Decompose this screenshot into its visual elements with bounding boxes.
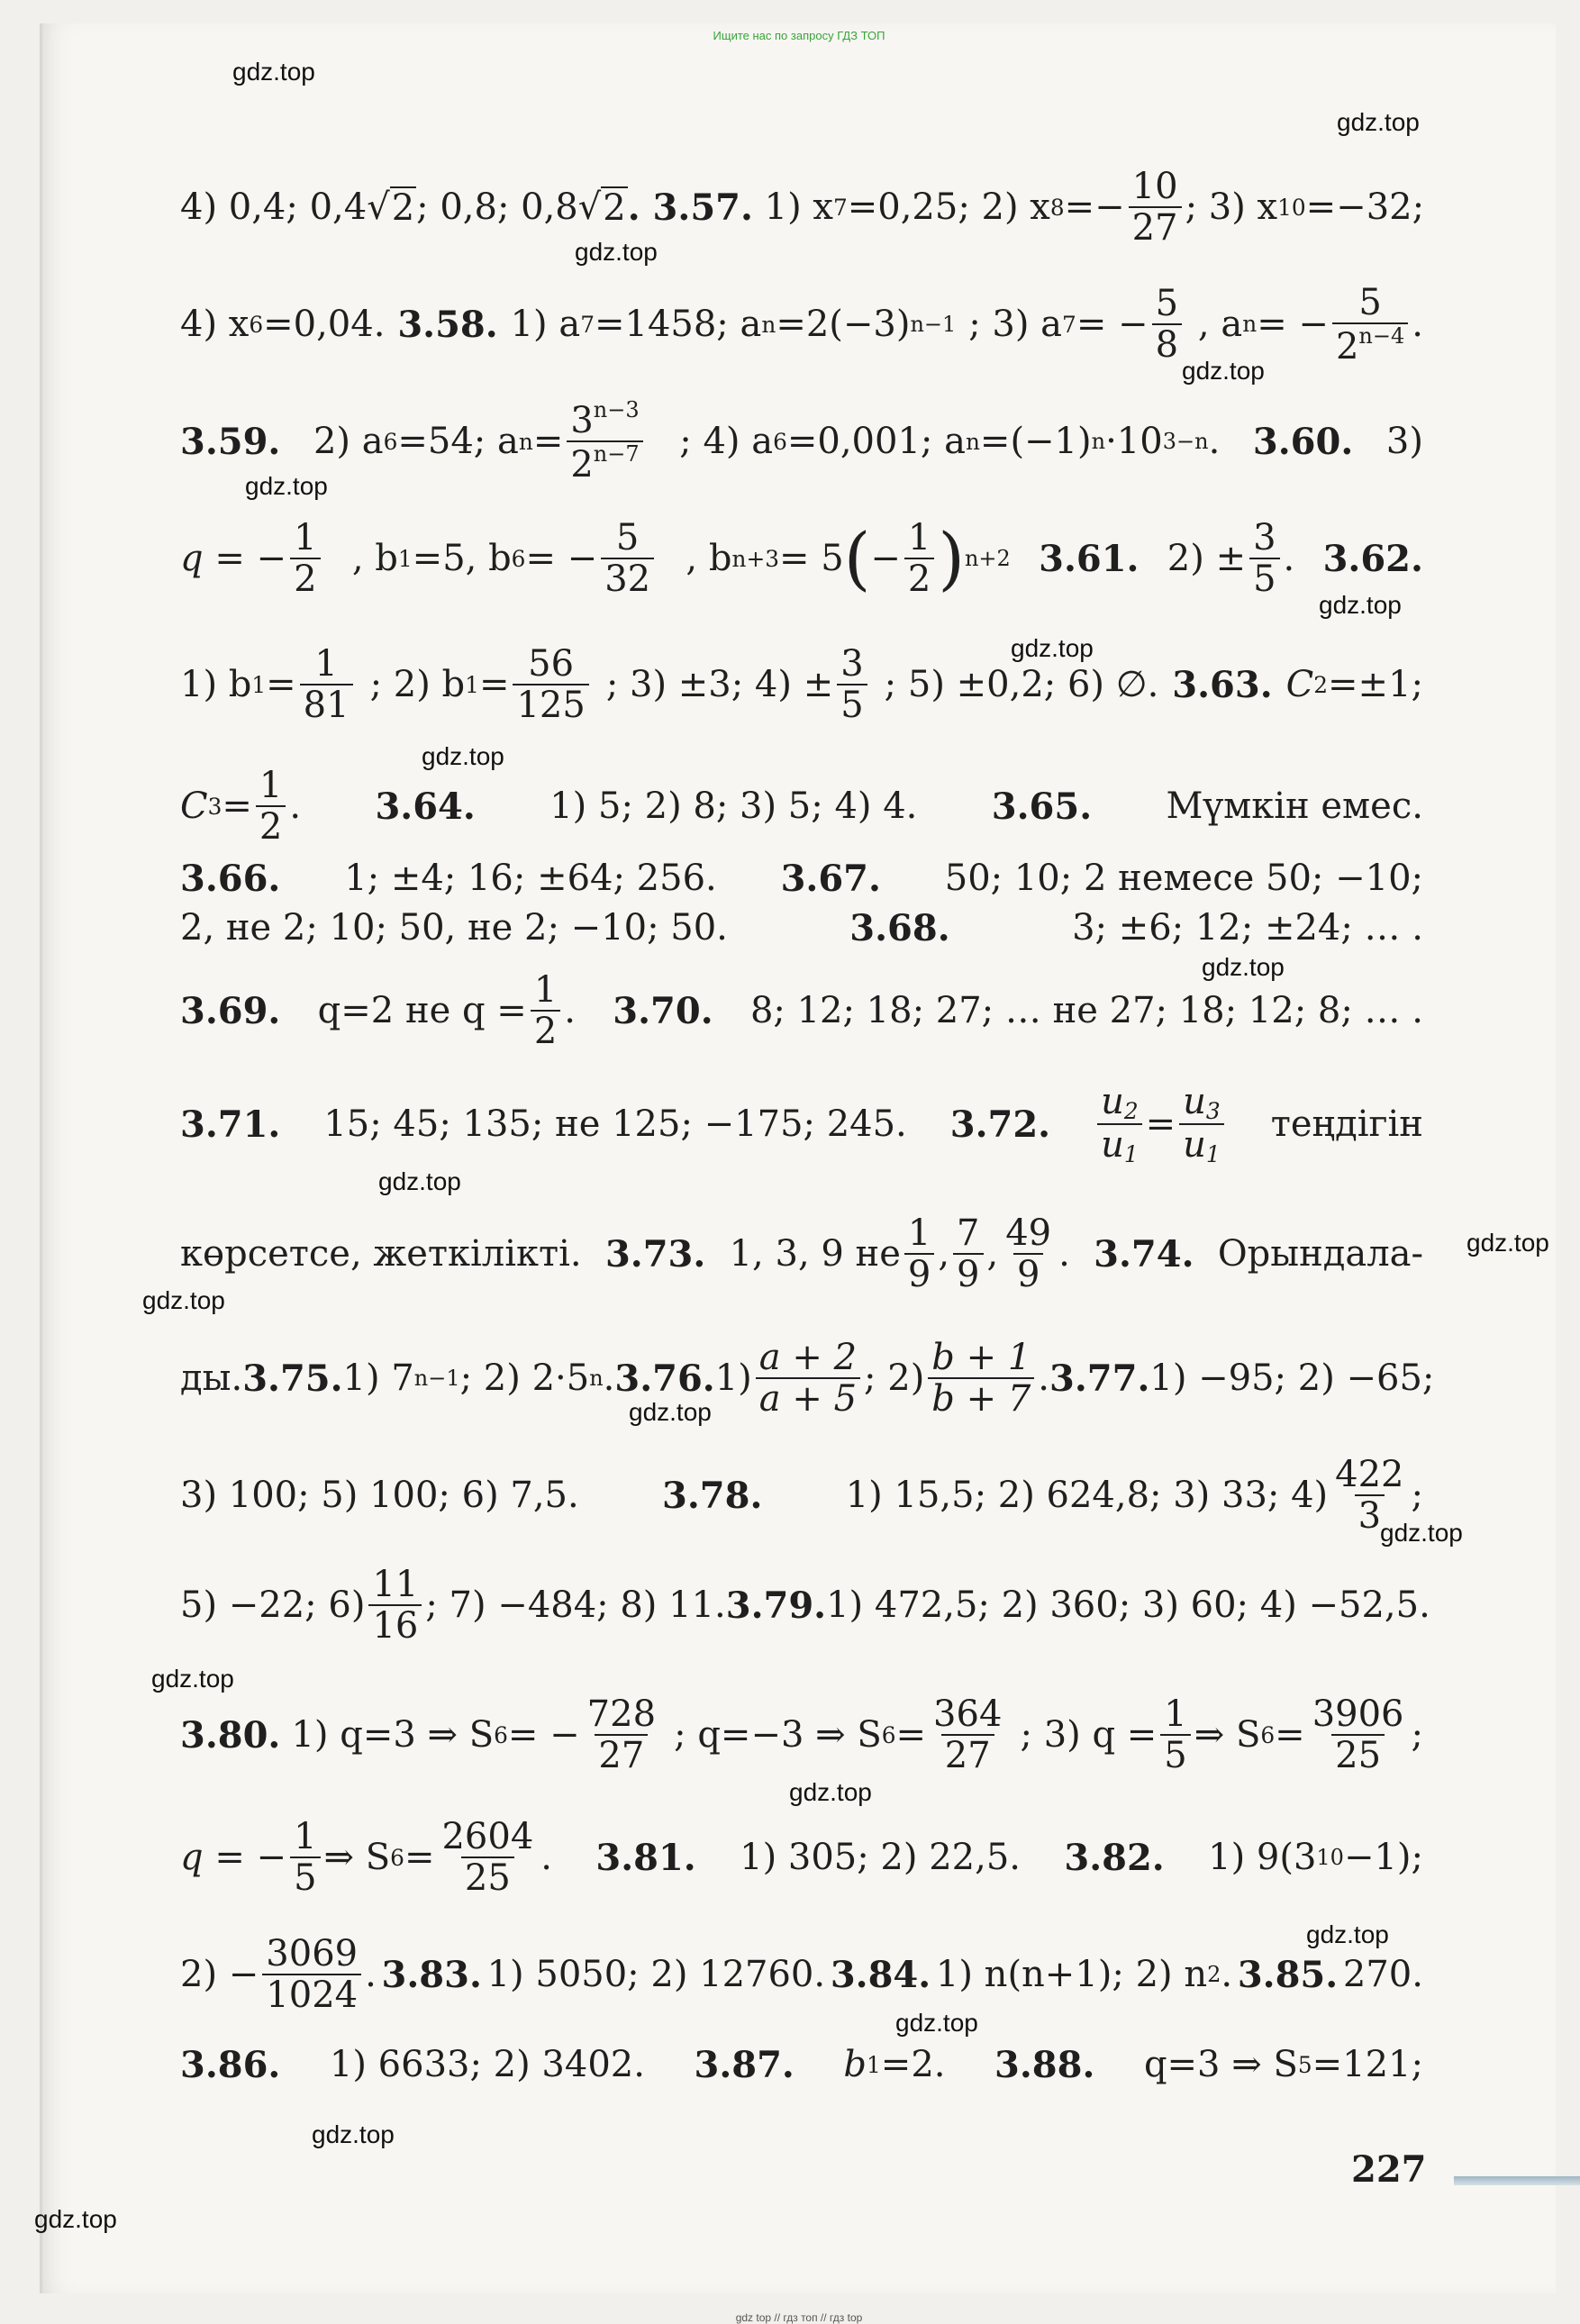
exercise-number: 3.71.	[180, 1103, 281, 1146]
exercise-number: 3.67.	[780, 857, 881, 900]
answer-line: 2) − $\frac{3069}{1024}$ . 3.83. 1) 5050; 2) 12760. 3.84. 1) n(n+1); 2) n 2 . 3.85. 270.	[180, 1933, 1423, 2016]
watermark: gdz.top	[789, 1778, 872, 1806]
fraction: $\frac{1}{81}$	[300, 644, 353, 725]
fraction: $\frac{49}{9}$	[1005, 1212, 1052, 1295]
exercise-number: 3.79.	[725, 1584, 827, 1627]
fraction: $\frac{1}{2}$	[290, 518, 320, 599]
fraction: $\frac{a + 2}{a + 5}$	[756, 1338, 860, 1419]
exercise-number: 3.68.	[849, 906, 950, 949]
fraction: $\frac{1}{2}$	[256, 766, 286, 847]
exercise-number: . 3.57.	[627, 186, 753, 229]
fraction: $\frac{u_3}{u_1}$	[1179, 1082, 1224, 1167]
watermark: gdz.top	[1011, 634, 1094, 662]
watermark: gdz.top	[312, 2120, 395, 2148]
fraction: $\frac{3}{5}$	[837, 644, 867, 725]
sqrt: √ 2	[367, 186, 415, 229]
answer-line: q = − $\frac{1}{5}$ ⇒ S 6 = $\frac{2604}{25}$ . 3.81. 1) 305; 2) 22,5. 3.82. 1) 9(3 10 −1);	[180, 1816, 1423, 1899]
watermark: gdz.top	[378, 1167, 461, 1195]
exercise-number: 3.77.	[1049, 1357, 1150, 1400]
exercise-number: 3.63.	[1172, 663, 1273, 706]
fraction: $\frac{1}{2}$	[904, 518, 934, 599]
fraction: $\frac{11}{16}$	[368, 1565, 422, 1646]
exercise-number: 3.69.	[180, 989, 281, 1032]
exercise-number: 3.87.	[694, 2043, 795, 2086]
exercise-number: 3.73.	[604, 1232, 706, 1275]
answer-line: 1) b 1 = $\frac{1}{81}$ ; 2) b 1 = $\frac{56}{125}$ ; 3) ±3; 4) ± $\frac{3}{5}$ ; 5) ±0,2; 6) ∅. 3.63. C 2 =±1;	[180, 643, 1423, 726]
exercise-number: 3.75.	[242, 1357, 343, 1400]
exercise-number: 3.66.	[180, 857, 281, 900]
exercise-number: 3.84.	[830, 1953, 931, 1996]
answer-line: 4) 0,4; 0,4 √ 2 ; 0,8; 0,8 √ 2 . 3.57. 1) x 7 =0,25; 2) x 8 =− $\frac{10}{27}$ ; 3) x 10 =−32;	[180, 166, 1425, 249]
watermark: gdz.top	[575, 238, 658, 266]
exercise-number: 3.64.	[375, 785, 476, 828]
exercise-number: 3.61.	[1039, 537, 1140, 580]
exercise-number: 3.80.	[180, 1713, 281, 1757]
exercise-number: 3.78.	[662, 1474, 763, 1517]
exercise-number: 3.72.	[949, 1103, 1051, 1146]
watermark: gdz.top	[1319, 591, 1402, 619]
watermark: gdz.top	[422, 742, 504, 770]
answer-line: C 3 = $\frac{1}{2}$ . 3.64. 1) 5; 2) 8; 3) 5; 4) 4. 3.65. Мүмкін емес.	[180, 765, 1423, 848]
fraction: $\frac{5}{2^{n-4}}$	[1332, 283, 1408, 367]
exercise-number: 3.85.	[1237, 1953, 1339, 1996]
watermark: gdz.top	[629, 1398, 712, 1426]
answer-line: көрсетсе, жеткілікті. 3.73. 1, 3, 9 не $\frac{1}{9}$ , $\frac{7}{9}$ , $\frac{49}{9}$ . 3.74. Орындала-	[180, 1212, 1423, 1295]
answer-line: 5) −22; 6) $\frac{11}{16}$ ; 7) −484; 8) 11. 3.79. 1) 472,5; 2) 360; 3) 60; 4) −52,5.	[180, 1564, 1430, 1647]
exercise-number: 3.86.	[180, 2043, 281, 2086]
answer-line: 3.59. 2) a 6 =54; a n = $\frac{3^{n-3}}{2^{n-7}}$ ; 4) a 6 =0,001; a n =(−1) n ·10 3−n . 3.60. 3)	[180, 397, 1423, 486]
watermark: gdz.top	[151, 1665, 234, 1693]
fraction: $\frac{7}{9}$	[953, 1213, 983, 1294]
exercise-number: 3.83.	[381, 1953, 482, 1996]
fraction: $\frac{1}{5}$	[290, 1817, 320, 1898]
answer-line: ды. 3.75. 1) 7 n−1 ; 2) 2·5 n . 3.76. 1) $\frac{a + 2}{a + 5}$ ; 2) $\frac{b + 1}{b + 7}$ . 3.77. 1) −95; 2) −65;	[180, 1337, 1435, 1420]
fraction: $\frac{1}{9}$	[904, 1213, 934, 1294]
watermark: gdz.top	[1306, 1920, 1389, 1948]
watermark: gdz.top	[245, 472, 328, 500]
exercise-number: 3.88.	[994, 2043, 1095, 2086]
page-number: 227	[1351, 2148, 1427, 2191]
fraction: $\frac{1}{5}$	[1160, 1694, 1190, 1775]
fraction: $\frac{1}{2}$	[531, 970, 560, 1051]
exercise-number: 3.60.	[1252, 420, 1354, 463]
answer-line: 3.71. 15; 45; 135; не 125; −175; 245. 3.72. $\frac{u_2}{u_1}$ = $\frac{u_3}{u_1}$ теңдігін	[180, 1080, 1423, 1168]
fraction: $\frac{364}{27}$	[933, 1693, 1003, 1776]
exercise-number: 3.76.	[614, 1357, 715, 1400]
fraction: $\frac{2604}{25}$	[441, 1816, 534, 1899]
watermark: gdz.top	[232, 58, 315, 86]
answer-line: 3.86. 1) 6633; 2) 3402. 3.87. b 1 =2. 3.88. q=3 ⇒ S 5 =121;	[180, 2043, 1423, 2086]
fraction: $\frac{b + 1}{b + 7}$	[928, 1338, 1034, 1419]
exercise-number: 3.59.	[180, 420, 281, 463]
watermark: gdz.top	[1380, 1519, 1463, 1547]
watermark: gdz.top	[142, 1286, 225, 1314]
exercise-number: 3.65.	[991, 785, 1093, 828]
answer-line: 2, не 2; 10; 50, не 2; −10; 50. 3.68. 3; ±6; 12; ±24; … .	[180, 906, 1423, 949]
fraction: $\frac{3069}{1024}$	[262, 1934, 361, 2015]
fraction: $\frac{10}{27}$	[1129, 167, 1182, 248]
fraction: $\frac{5}{32}$	[601, 518, 654, 599]
exercise-number: 3.81.	[595, 1836, 696, 1879]
answer-line: 3.80. 1) q=3 ⇒ S 6 = − $\frac{728}{27}$ ; q=−3 ⇒ S 6 = $\frac{364}{27}$ ; 3) q = $\frac{1}{5}$ ⇒ S 6 = $\frac{3906}{25}$ ;	[180, 1693, 1423, 1776]
fraction: $\frac{3906}{25}$	[1312, 1693, 1404, 1776]
answer-line: 4) x 6 =0,04. 3.58. 1) a 7 =1458; a n =2(−3) n−1 ; 3) a 7 = − $\frac{5}{8}$ , a n = − $\frac{5}{2^{n-4}}$ .	[180, 281, 1423, 368]
watermark: gdz.top	[1337, 108, 1420, 136]
watermark: gdz.top	[1466, 1229, 1549, 1257]
fraction: $\frac{u_2}{u_1}$	[1097, 1082, 1142, 1167]
fraction: $\frac{3}{5}$	[1249, 518, 1279, 599]
fraction: $\frac{56}{125}$	[513, 644, 588, 725]
answer-line: 3.66. 1; ±4; 16; ±64; 256. 3.67. 50; 10; 2 немесе 50; −10;	[180, 857, 1423, 900]
watermark: gdz.top	[1202, 953, 1285, 981]
watermark: gdz.top	[34, 2205, 117, 2233]
fraction: $\frac{422}{3}$	[1335, 1454, 1404, 1537]
answer-line: 3) 100; 5) 100; 6) 7,5. 3.78. 1) 15,5; 2) 624,8; 3) 33; 4) $\frac{422}{3}$ ;	[180, 1454, 1423, 1537]
exercise-number: 3.70.	[613, 989, 713, 1032]
footer-note: gdz top // гдз топ // гдз top	[735, 2311, 863, 2324]
fraction: $\frac{728}{27}$	[586, 1693, 657, 1776]
watermark: gdz.top	[895, 2009, 978, 2037]
exercise-number: 3.74.	[1094, 1232, 1194, 1275]
fraction: $\frac{5}{8}$	[1152, 284, 1182, 365]
exercise-number: 3.62.	[1322, 537, 1423, 580]
answer-line: 3.69. q=2 не q = $\frac{1}{2}$ . 3.70. 8; 12; 18; 27; … не 27; 18; 12; 8; … .	[180, 969, 1423, 1052]
fraction: $\frac{3^{n-3}}{2^{n-7}}$	[567, 398, 642, 485]
header-note: Ищите нас по запросу ГДЗ ТОП	[713, 29, 885, 42]
page-rule-decoration	[1454, 2176, 1580, 2185]
watermark: gdz.top	[1182, 357, 1265, 385]
exercise-number: 3.82.	[1064, 1836, 1165, 1879]
answer-line: q = − $\frac{1}{2}$ , b 1 =5, b 6 = − $\frac{5}{32}$ , b n+3 = 5 ( − $\frac{1}{2}$ ) n+2 3.61. 2) ± $\frac{3}{5}$ . 3.62.	[180, 517, 1423, 600]
exercise-number: 3.58.	[397, 303, 498, 346]
sqrt: √ 2	[577, 186, 626, 229]
